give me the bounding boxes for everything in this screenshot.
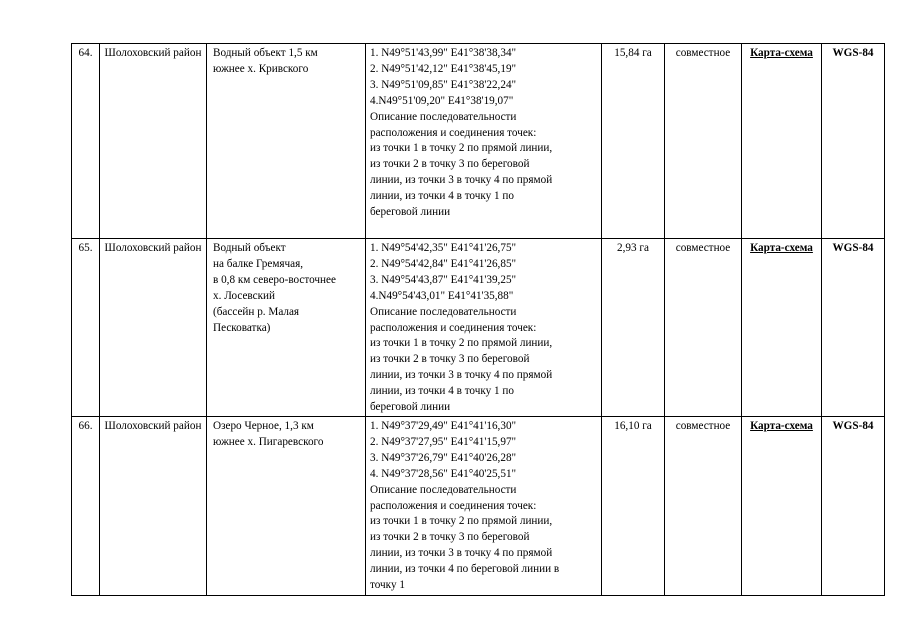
text-line: линии, из точки 4 в точку 1 по [370, 190, 514, 203]
row-number: 64. [72, 44, 100, 239]
table-row [72, 44, 885, 239]
text-line: расположения и соединения точек: [370, 126, 537, 139]
text-line: 4.N49°51'09,20" E41°38'19,07" [370, 94, 514, 107]
text-line: 3. N49°37'26,79" E41°40'26,28" [370, 451, 517, 464]
text-line: 3. N49°51'09,85" E41°38'22,24" [370, 78, 517, 91]
text-line: 1. N49°37'29,49" E41°41'16,30" [370, 419, 517, 432]
map-scheme-cell [742, 416, 822, 595]
text-line: 1. N49°54'42,35" E41°41'26,75" [370, 242, 517, 254]
text-line: 2. N49°37'27,95" E41°41'15,97" [370, 435, 517, 448]
text-line: 4.N49°54'43,01" E41°41'35,88" [370, 289, 514, 302]
text-line: линии, из точки 3 в точку 4 по прямой [370, 174, 553, 187]
text-line: Водный объект [213, 242, 286, 254]
text-line: 2. N49°51'42,12" E41°38'45,19" [370, 62, 517, 75]
text-line: Водный объект 1,5 км [213, 47, 318, 59]
text-line: в 0,8 км северо-восточнее [213, 273, 336, 286]
coordinates-description [366, 239, 602, 417]
text-line: линии, из точки 4 по береговой линии в [370, 563, 560, 576]
text-line: из точки 2 в точку 3 по береговой [370, 158, 530, 171]
text-line: из точки 1 в точку 2 по прямой линии, [370, 142, 553, 155]
text-line: Описание последовательности [370, 110, 517, 123]
text-line: линии, из точки 3 в точку 4 по прямой [370, 547, 553, 560]
usage-type: совместное [665, 239, 742, 417]
district-name: Шолоховский район [100, 44, 207, 239]
text-line: линии, из точки 3 в точку 4 по прямой [370, 369, 553, 382]
table-body [72, 44, 885, 596]
coordinates-description [366, 416, 602, 595]
text-line: Описание последовательности [370, 483, 517, 496]
coordinate-system: WGS-84 [822, 416, 885, 595]
text-line: расположения и соединения точек: [370, 321, 537, 334]
text-line: береговой линии [370, 401, 451, 414]
text-line: Озеро Черное, 1,3 км [213, 419, 314, 432]
district-name: Шолоховский район [100, 416, 207, 595]
coordinate-system: WGS-84 [822, 44, 885, 239]
text-line: из точки 1 в точку 2 по прямой линии, [370, 337, 553, 350]
object-description [207, 239, 366, 417]
text-line: 4. N49°37'28,56" E41°40'25,51" [370, 467, 517, 480]
text-line: расположения и соединения точек: [370, 499, 537, 512]
usage-type: совместное [665, 44, 742, 239]
text-line: 2. N49°54'42,84" E41°41'26,85" [370, 257, 517, 270]
row-number: 66. [72, 416, 100, 595]
text-line: из точки 2 в точку 3 по береговой [370, 531, 530, 544]
coordinates-description [366, 44, 602, 239]
area-value: 2,93 га [602, 239, 665, 417]
text-line: из точки 2 в точку 3 по береговой [370, 353, 530, 366]
map-scheme-link[interactable]: Карта-схема [750, 419, 813, 432]
text-line: 1. N49°51'43,99" E41°38'38,34" [370, 47, 517, 59]
table-row [72, 239, 885, 417]
text-line: береговой линии [370, 206, 451, 219]
map-scheme-cell [742, 44, 822, 239]
text-line: линии, из точки 4 в точку 1 по [370, 385, 514, 398]
coordinate-system: WGS-84 [822, 239, 885, 417]
text-line: 3. N49°54'43,87" E41°41'39,25" [370, 273, 517, 286]
table-row [72, 416, 885, 595]
area-value: 15,84 га [602, 44, 665, 239]
text-line: (бассейн р. Малая [213, 305, 300, 318]
object-description [207, 44, 366, 239]
area-value: 16,10 га [602, 416, 665, 595]
text-line: южнее х. Пигаревского [213, 435, 324, 448]
text-line: Песковатка) [213, 321, 271, 334]
text-line: южнее х. Кривского [213, 62, 309, 75]
district-name: Шолоховский район [100, 239, 207, 417]
text-line: из точки 1 в точку 2 по прямой линии, [370, 515, 553, 528]
object-description [207, 416, 366, 595]
map-scheme-cell [742, 239, 822, 417]
map-scheme-link[interactable]: Карта-схема [750, 47, 813, 59]
map-scheme-link[interactable]: Карта-схема [750, 242, 813, 254]
usage-type: совместное [665, 416, 742, 595]
text-line: на балке Гремячая, [213, 257, 304, 270]
text-line: х. Лосевский [213, 289, 276, 302]
text-line: Описание последовательности [370, 305, 517, 318]
row-number: 65. [72, 239, 100, 417]
water-objects-table [71, 43, 885, 596]
text-line: точку 1 [370, 579, 405, 592]
